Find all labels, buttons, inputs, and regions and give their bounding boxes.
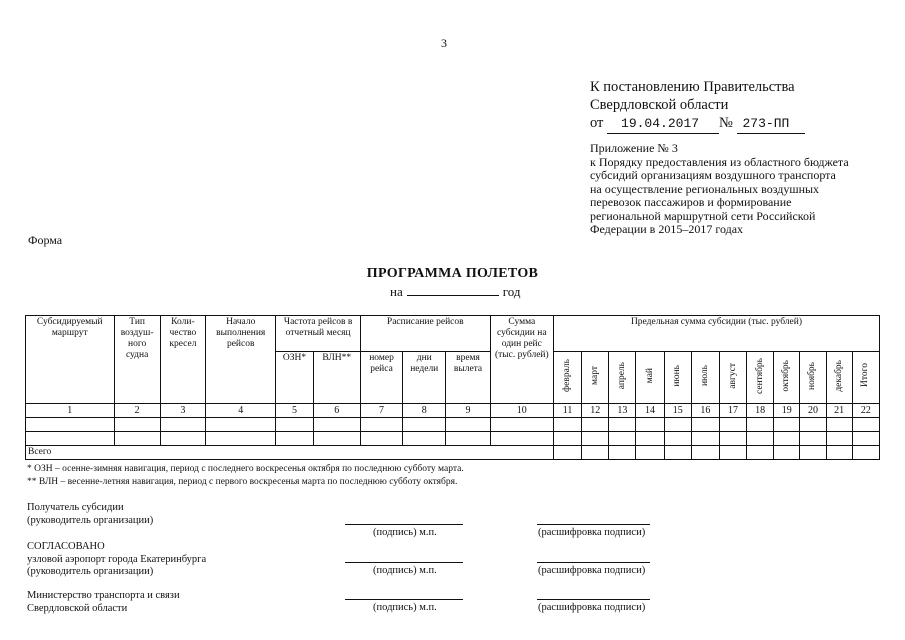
decree-date-number (590, 114, 805, 134)
header-month: июль (691, 352, 719, 404)
ministry-block (27, 590, 180, 615)
column-number: 15 (664, 404, 691, 418)
column-number: 21 (826, 404, 852, 418)
header-month: октябрь (774, 352, 800, 404)
annex-line: Федерации в 2015–2017 годах (590, 222, 744, 236)
decode-caption: (расшифровка подписи) (538, 527, 646, 538)
column-number: 20 (800, 404, 826, 418)
ministry-label: Министерство транспорта и связи (27, 590, 180, 601)
recipient-block (27, 502, 153, 527)
decree-from-label: от (590, 115, 604, 131)
year-prefix: на (390, 284, 403, 299)
header-total: Итого (852, 352, 879, 404)
decree-header (590, 78, 805, 134)
header-ozn: ОЗН* (276, 352, 313, 404)
signature-line (345, 599, 463, 600)
year-blank (407, 295, 499, 296)
recipient-label: Получатель субсидии (27, 502, 124, 513)
header-month: декабрь (826, 352, 852, 404)
column-number: 12 (582, 404, 609, 418)
year-suffix: год (502, 284, 521, 299)
column-number: 6 (313, 404, 360, 418)
recipient-role: (руководитель организации) (27, 514, 154, 526)
header-schedule: Расписание рейсов (360, 316, 490, 352)
total-label: Всего (26, 446, 554, 460)
annex-block (590, 142, 849, 237)
header-start: Начало выполнения рейсов (206, 316, 276, 404)
signature-line (345, 562, 463, 563)
column-number: 10 (490, 404, 553, 418)
decree-line-1: К постановлению Правительства (590, 79, 795, 95)
column-number: 3 (160, 404, 205, 418)
header-sum-per-flight: Сумма субсидии на один рейс (тыс. рублей) (490, 316, 553, 404)
column-number: 9 (446, 404, 490, 418)
decree-date: 19.04.2017 (607, 115, 719, 134)
column-number: 1 (26, 404, 115, 418)
decode-caption: (расшифровка подписи) (538, 602, 646, 613)
table-row (26, 432, 880, 446)
table-row (26, 418, 880, 432)
header-month: август (719, 352, 746, 404)
ministry-region: Свердловской области (27, 602, 128, 614)
decode-line (537, 562, 650, 563)
header-limit-sum: Предельная сумма субсидии (тыс. рублей) (553, 316, 879, 352)
document-title: ПРОГРАММА ПОЛЕТОВ (366, 266, 539, 281)
decree-number: 273-ПП (737, 115, 805, 134)
page-number: 3 (441, 36, 447, 50)
signature-caption: (подпись) м.п. (373, 527, 437, 538)
column-number: 18 (747, 404, 774, 418)
column-number-row (26, 404, 880, 418)
annex-line: на осуществление региональных воздушных (590, 181, 820, 196)
table-total-row (26, 446, 880, 460)
column-number: 22 (852, 404, 879, 418)
signature-caption: (подпись) м.п. (373, 565, 437, 576)
header-month: май (636, 352, 664, 404)
annex-line: региональной маршрутной сети Российской (590, 208, 816, 223)
column-number: 16 (691, 404, 719, 418)
decode-line (537, 599, 650, 600)
decode-line (537, 524, 650, 525)
signature-caption: (подпись) м.п. (373, 602, 437, 613)
column-number: 7 (360, 404, 402, 418)
header-aircraft-type: Тип воздуш-ного судна (114, 316, 160, 404)
header-month: март (582, 352, 609, 404)
column-number: 11 (553, 404, 581, 418)
signature-line (345, 524, 463, 525)
form-label: Форма (28, 233, 63, 247)
airport-label: узловой аэропорт города Екатеринбурга (27, 553, 207, 565)
agreed-label: СОГЛАСОВАНО (27, 541, 105, 552)
airport-role: (руководитель организации) (27, 566, 154, 577)
header-route: Субсидируемый маршрут (26, 316, 115, 404)
decode-caption: (расшифровка подписи) (538, 565, 646, 576)
column-number: 5 (276, 404, 313, 418)
header-weekdays: дни недели (403, 352, 446, 404)
header-month: февраль (553, 352, 581, 404)
decree-line-2: Свердловской области (590, 97, 729, 113)
header-month: июнь (664, 352, 691, 404)
header-month: сентябрь (747, 352, 774, 404)
header-month: ноябрь (800, 352, 826, 404)
column-number: 17 (719, 404, 746, 418)
year-line (390, 284, 520, 300)
footnote-vln: ** ВЛН – весенне-летняя навигация, период с первого воскресенья марта по последнюю субботу октября. (27, 477, 458, 487)
header-flight-number: номер рейса (360, 352, 402, 404)
airport-block (27, 541, 206, 579)
footnotes (27, 463, 464, 489)
annex-line: перевозок пассажиров и формирование (590, 195, 792, 209)
annex-line: к Порядку предоставления из областного бюджета (590, 154, 849, 169)
footnote-ozn: * ОЗН – осенне-зимняя навигация, период с последнего воскресенья октября по последнюю субботу марта. (27, 464, 464, 474)
column-number: 19 (774, 404, 800, 418)
header-frequency: Частота рейсов в отчетный месяц (276, 316, 360, 352)
flight-program-table (25, 315, 880, 460)
column-number: 8 (403, 404, 446, 418)
decree-number-label: № (719, 115, 733, 131)
header-seats: Коли-чество кресел (160, 316, 205, 404)
header-departure-time: время вылета (446, 352, 490, 404)
annex-title: Приложение № 3 (590, 141, 678, 155)
column-number: 13 (609, 404, 636, 418)
column-number: 4 (206, 404, 276, 418)
column-number: 14 (636, 404, 664, 418)
annex-line: субсидий организациям воздушного транспорта (590, 168, 836, 182)
header-vln: ВЛН** (313, 352, 360, 404)
column-number: 2 (114, 404, 160, 418)
header-month: апрель (609, 352, 636, 404)
table-header-row (26, 316, 880, 352)
